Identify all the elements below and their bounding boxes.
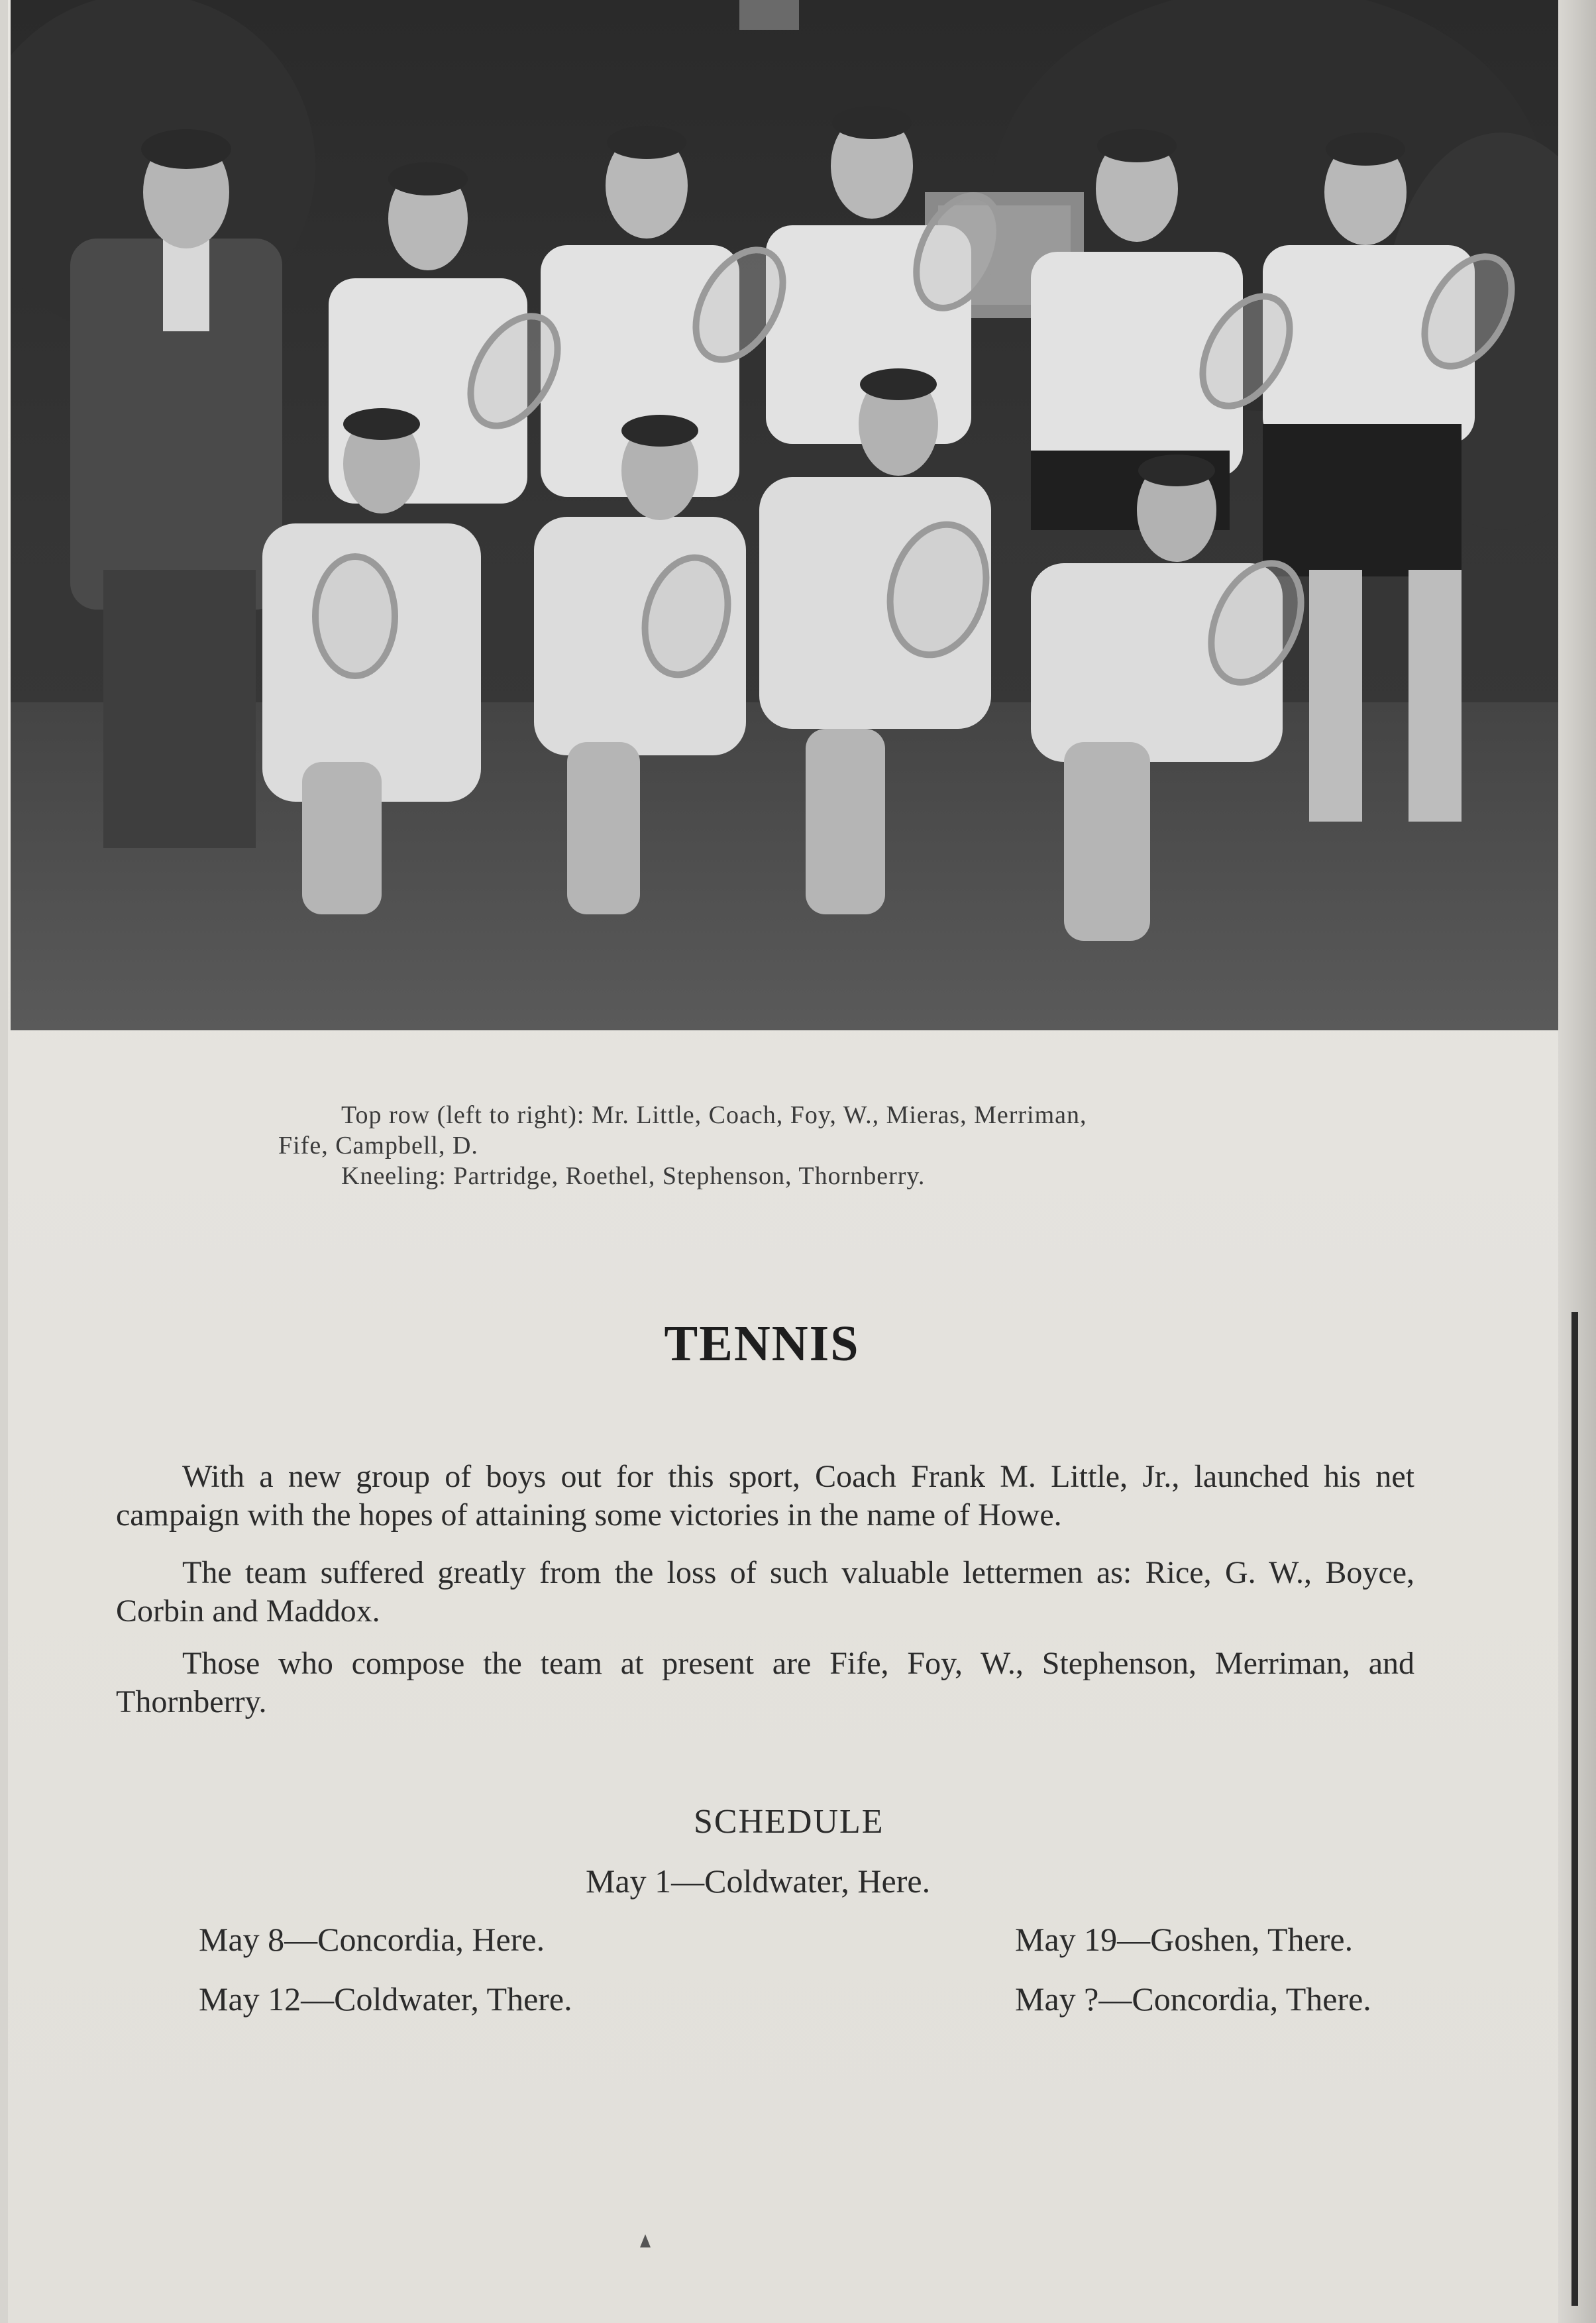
team-photo-drawing bbox=[11, 0, 1558, 1030]
paragraph-team: Those who compose the team at present are Fife, Foy, W., Stephenson, Merriman, and Thornberry. bbox=[116, 1646, 1414, 1719]
paragraph-lettermen: The team suffered greatly from the loss of such valuable lettermen as: Rice, G. W., Boyce, Corbin and Maddox. bbox=[116, 1555, 1414, 1629]
team-photo bbox=[11, 0, 1558, 1030]
schedule-title: SCHEDULE bbox=[694, 1803, 884, 1841]
schedule-entry: May ?—Concordia, There. bbox=[1015, 1980, 1371, 2018]
section-title: TENNIS bbox=[664, 1316, 860, 1372]
schedule-entry: May 19—Goshen, There. bbox=[1015, 1921, 1354, 1958]
caption-top-row-continued: Fife, Campbell, D. bbox=[278, 1132, 478, 1160]
schedule-entry: May 12—Coldwater, There. bbox=[199, 1980, 572, 2018]
page-left-edge bbox=[0, 0, 8, 2323]
schedule-entry: May 1—Coldwater, Here. bbox=[586, 1863, 931, 1900]
caption-top-row: Top row (left to right): Mr. Little, Coach, Foy, W., Mieras, Merriman, bbox=[341, 1101, 1087, 1129]
caption-kneeling-row: Kneeling: Partridge, Roethel, Stephenson, Thornberry. bbox=[341, 1162, 926, 1190]
paragraph-intro: With a new group of boys out for this sport, Coach Frank M. Little, Jr., launched his net campaign with the hopes of attaining some victories in the name of Howe. bbox=[116, 1459, 1414, 1533]
ink-mark bbox=[637, 2232, 653, 2249]
binding-shadow bbox=[1571, 1312, 1578, 2306]
schedule-entry: May 8—Concordia, Here. bbox=[199, 1921, 545, 1958]
photo-caption bbox=[278, 1100, 1338, 1191]
